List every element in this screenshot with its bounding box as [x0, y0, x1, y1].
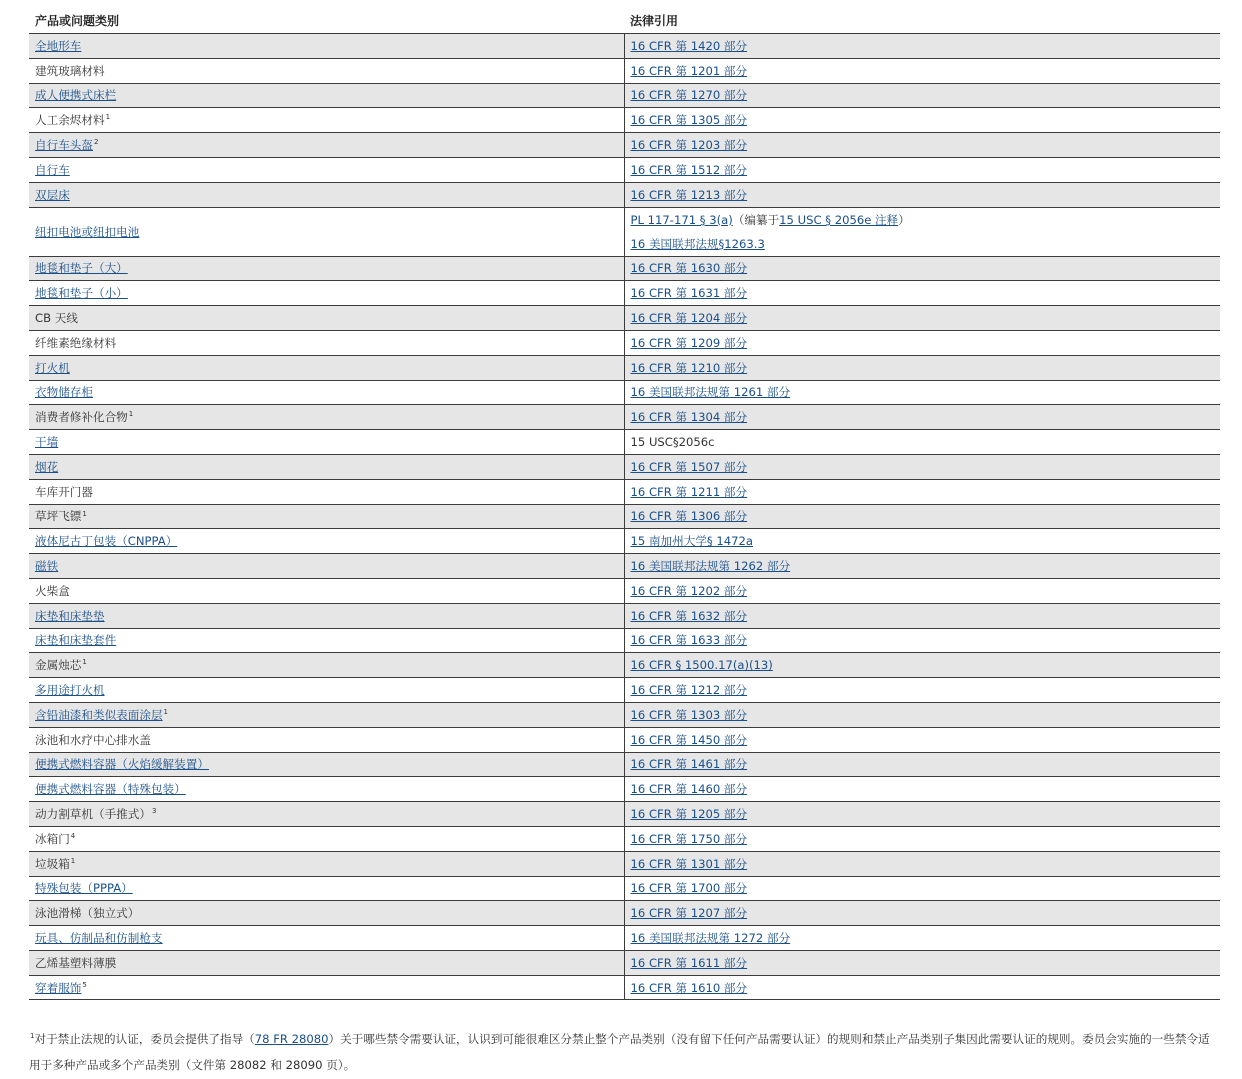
citation-line — [631, 807, 748, 821]
table-row — [29, 182, 1220, 207]
citation-link[interactable]: PL 117-171 § 3(a) — [630, 212, 733, 227]
citation-table — [29, 8, 1220, 1000]
table-row — [29, 702, 1220, 727]
table-row — [29, 355, 1220, 380]
citation-line — [631, 163, 748, 177]
footnote-ref: 4 — [70, 831, 76, 840]
citation-cell — [624, 330, 1220, 355]
citation-line — [631, 683, 748, 697]
table-header-row — [29, 8, 1220, 34]
table-row — [29, 58, 1220, 83]
citation-cell — [624, 727, 1220, 752]
citation-cell — [624, 133, 1220, 158]
citation-link: 15 USC§2056c — [630, 435, 715, 450]
category-text: 火柴盒 — [35, 583, 70, 598]
category-link[interactable]: 便携式燃料容器（特殊包装） — [35, 782, 186, 797]
category-cell — [29, 330, 624, 355]
footnote-ref: 1 — [70, 856, 76, 865]
table-row — [29, 653, 1220, 678]
category-link[interactable]: 床垫和床垫套件 — [35, 633, 117, 648]
category-text: 草坪飞镖 — [35, 509, 82, 524]
citation-cell — [624, 876, 1220, 901]
footnote-ref: 3 — [151, 807, 157, 816]
category-cell — [29, 256, 624, 281]
citation-link[interactable]: 16 CFR 第 1210 部分 — [630, 360, 748, 375]
table-row — [29, 554, 1220, 579]
category-link[interactable]: 穿着服饰 — [35, 980, 82, 995]
table-row — [29, 34, 1220, 59]
category-cell — [29, 777, 624, 802]
category-cell — [29, 306, 624, 331]
category-text: 金属烛芯 — [35, 658, 82, 673]
header-citation: 法律引用 — [624, 8, 1220, 34]
citation-cell — [624, 454, 1220, 479]
citation-table-wrapper — [29, 8, 1220, 1000]
citation-cell — [624, 504, 1220, 529]
table-row — [29, 330, 1220, 355]
table-row — [29, 777, 1220, 802]
category-link[interactable]: 打火机 — [35, 360, 70, 375]
table-row — [29, 133, 1220, 158]
citation-line — [631, 857, 748, 871]
category-link[interactable]: 便携式燃料容器（火焰缓解装置） — [35, 757, 209, 772]
citation-cell — [624, 578, 1220, 603]
category-cell — [29, 83, 624, 108]
citation-line — [631, 336, 748, 350]
category-link[interactable]: 纽扣电池或纽扣电池 — [35, 224, 140, 239]
citation-link[interactable]: 16 CFR 第 1306 部分 — [630, 509, 748, 524]
citation-cell — [624, 529, 1220, 554]
citation-line — [631, 534, 754, 548]
citation-link[interactable]: 16 CFR 第 1212 部分 — [630, 683, 748, 698]
citation-link[interactable]: 16 CFR 第 1213 部分 — [630, 187, 748, 202]
citation-cell — [624, 752, 1220, 777]
footnote-ref: 1 — [82, 658, 87, 667]
table-row — [29, 926, 1220, 951]
category-link[interactable]: 烟花 — [35, 459, 59, 474]
table-row — [29, 504, 1220, 529]
citation-link[interactable]: 16 CFR 第 1203 部分 — [630, 138, 748, 153]
citation-link[interactable]: 16 CFR 第 1205 部分 — [630, 807, 748, 821]
citation-line — [631, 385, 791, 399]
category-link[interactable]: 自行车头盔 — [35, 138, 93, 153]
table-row — [29, 628, 1220, 653]
category-cell — [29, 504, 624, 529]
category-text: 车库开门器 — [35, 484, 93, 499]
footnote-fr-link[interactable]: 78 FR 28080 — [254, 1032, 329, 1046]
citation-link[interactable]: 15 南加州大学§ 1472a — [630, 534, 753, 549]
footnote-ref: 2 — [93, 138, 99, 147]
category-text: 泳池和水疗中心排水盖 — [35, 732, 151, 747]
citation-cell — [624, 58, 1220, 83]
category-link[interactable]: 地毯和垫子（大） — [35, 261, 128, 276]
citation-line — [631, 261, 748, 275]
category-text: 建筑玻璃材料 — [35, 63, 105, 78]
category-cell — [29, 901, 624, 926]
category-link[interactable]: 液体尼古丁包装（CNPPA） — [35, 534, 178, 549]
category-text: 垃圾箱 — [35, 856, 70, 871]
citation-cell — [624, 603, 1220, 628]
citation-line — [631, 931, 791, 945]
citation-cell — [624, 628, 1220, 653]
citation-line — [631, 460, 748, 474]
citation-link[interactable]: 16 CFR 第 1611 部分 — [630, 955, 748, 970]
citation-line — [631, 584, 748, 598]
category-link[interactable]: 特殊包装（PPPA） — [35, 881, 133, 896]
citation-line — [631, 138, 748, 152]
citation-cell — [624, 430, 1220, 455]
table-row — [29, 876, 1220, 901]
citation-line — [631, 88, 748, 102]
citation-cell — [624, 926, 1220, 951]
header-category: 产品或问题类别 — [29, 8, 624, 34]
table-row — [29, 901, 1220, 926]
category-cell — [29, 58, 624, 83]
table-row — [29, 405, 1220, 430]
citation-line — [631, 559, 791, 573]
citation-cell — [624, 653, 1220, 678]
citation-link[interactable]: 16 CFR 第 1270 部分 — [630, 88, 748, 103]
citation-line — [631, 782, 748, 796]
category-cell — [29, 157, 624, 182]
citation-line — [631, 956, 748, 970]
table-row — [29, 727, 1220, 752]
citation-line — [631, 609, 748, 623]
category-cell — [29, 405, 624, 430]
citation-cell — [624, 826, 1220, 851]
citation-link[interactable]: 16 美国联邦法规第 1272 部分 — [630, 930, 791, 945]
table-body — [29, 34, 1220, 1000]
category-cell — [29, 727, 624, 752]
category-cell — [29, 133, 624, 158]
table-row — [29, 256, 1220, 281]
citation-line — [631, 435, 715, 449]
table-row — [29, 83, 1220, 108]
citation-cell — [624, 901, 1220, 926]
table-row — [29, 603, 1220, 628]
citation-line — [631, 208, 1215, 232]
category-link[interactable]: 双层床 — [35, 187, 70, 202]
citation-link[interactable]: 16 CFR 第 1700 部分 — [630, 881, 748, 896]
citation-line — [631, 410, 748, 424]
citation-line — [631, 832, 748, 846]
citation-link[interactable]: 16 CFR 第 1460 部分 — [630, 782, 748, 797]
citation-link[interactable]: 16 CFR 第 1204 部分 — [630, 311, 748, 326]
citation-cell — [624, 306, 1220, 331]
category-text: CB 天线 — [35, 311, 78, 326]
citation-line — [631, 906, 748, 920]
citation-line — [631, 188, 748, 202]
category-cell — [29, 653, 624, 678]
citation-cell — [624, 34, 1220, 59]
category-link[interactable]: 全地形车 — [35, 38, 82, 53]
category-cell — [29, 678, 624, 703]
category-link[interactable]: 床垫和床垫垫 — [35, 608, 105, 623]
category-link[interactable]: 玩具、仿制品和仿制枪支 — [35, 930, 163, 945]
citation-cell — [624, 554, 1220, 579]
category-cell — [29, 529, 624, 554]
citation-link[interactable]: 16 CFR 第 1632 部分 — [630, 608, 748, 623]
citation-line — [631, 361, 748, 375]
category-cell — [29, 702, 624, 727]
citation-link[interactable]: 16 CFR 第 1301 部分 — [630, 856, 748, 871]
citation-link[interactable]: 16 CFR 第 1303 部分 — [630, 707, 748, 722]
citation-cell — [624, 678, 1220, 703]
citation-cell — [624, 83, 1220, 108]
citation-line — [631, 39, 748, 53]
category-cell — [29, 430, 624, 455]
table-row — [29, 380, 1220, 405]
table-row — [29, 851, 1220, 876]
category-text: 冰箱门 — [35, 831, 70, 846]
category-cell — [29, 975, 624, 1000]
citation-line — [631, 658, 773, 672]
footnote-ref: 1 — [82, 509, 87, 518]
table-row — [29, 479, 1220, 504]
citation-usc-link[interactable]: 15 USC § 2056e 注释 — [779, 212, 899, 227]
citation-cell — [624, 950, 1220, 975]
citation-line — [631, 64, 748, 78]
citation-cell — [624, 405, 1220, 430]
category-cell — [29, 826, 624, 851]
citation-link[interactable]: 16 CFR 第 1461 部分 — [630, 757, 748, 772]
category-link[interactable]: 含铅油漆和类似表面涂层 — [35, 707, 163, 722]
category-cell — [29, 207, 624, 256]
footnote-ref: 1 — [128, 410, 134, 419]
citation-line — [631, 881, 748, 895]
citation-link[interactable]: 16 CFR 第 1630 部分 — [630, 261, 748, 276]
table-row — [29, 975, 1220, 1000]
citation-link[interactable]: 16 CFR § 1500.17(a)(13) — [630, 658, 773, 673]
category-text: 动力割草机（手推式） — [35, 807, 151, 821]
table-row — [29, 578, 1220, 603]
citation-cell — [624, 975, 1220, 1000]
table-row — [29, 529, 1220, 554]
citation-line — [631, 311, 748, 325]
citation-link[interactable]: 16 CFR 第 1507 部分 — [630, 459, 748, 474]
citation-cell — [624, 355, 1220, 380]
footnote — [29, 1026, 1220, 1078]
category-cell — [29, 479, 624, 504]
citation-link[interactable]: 16 CFR 第 1631 部分 — [630, 286, 748, 301]
table-row — [29, 752, 1220, 777]
table-row — [29, 207, 1220, 256]
table-row — [29, 281, 1220, 306]
citation-cell — [624, 802, 1220, 827]
table-row — [29, 454, 1220, 479]
citation-link[interactable]: 16 CFR 第 1610 部分 — [630, 980, 748, 995]
citation-link[interactable]: 16 CFR 第 1207 部分 — [630, 906, 748, 921]
citation-cell — [624, 256, 1220, 281]
citation-cell — [624, 479, 1220, 504]
category-link[interactable]: 干墙 — [35, 435, 59, 450]
category-cell — [29, 380, 624, 405]
table-row — [29, 108, 1220, 133]
citation-link[interactable]: 16 美国联邦法规第 1262 部分 — [630, 559, 791, 574]
footnote-marker: 1 — [30, 1032, 35, 1041]
table-row — [29, 950, 1220, 975]
category-cell — [29, 950, 624, 975]
citation-link[interactable]: 16 CFR 第 1209 部分 — [630, 335, 748, 350]
category-cell — [29, 752, 624, 777]
table-row — [29, 802, 1220, 827]
citation-cell — [624, 207, 1220, 256]
category-link[interactable]: 地毯和垫子（小） — [35, 286, 128, 301]
category-cell — [29, 628, 624, 653]
citation-line — [631, 708, 748, 722]
citation-link[interactable]: 16 CFR 第 1750 部分 — [630, 831, 748, 846]
category-cell — [29, 182, 624, 207]
citation-link[interactable]: 16 CFR 第 1633 部分 — [630, 633, 748, 648]
footnote-text-a: 对于禁止法规的认证，委员会提供了指导（ — [34, 1032, 255, 1046]
citation-link[interactable]: 16 CFR 第 1450 部分 — [630, 732, 748, 747]
category-text: 乙烯基塑料薄膜 — [35, 955, 117, 970]
category-cell — [29, 603, 624, 628]
category-cell — [29, 926, 624, 951]
category-cell — [29, 281, 624, 306]
category-link[interactable]: 衣物储存柜 — [35, 385, 93, 400]
citation-cell — [624, 108, 1220, 133]
citation-line — [631, 733, 748, 747]
citation-line — [631, 981, 748, 995]
category-cell — [29, 802, 624, 827]
citation-cell — [624, 851, 1220, 876]
citation-line — [631, 633, 748, 647]
citation-cell — [624, 281, 1220, 306]
citation-line — [631, 757, 748, 771]
category-link[interactable]: 成人便携式床栏 — [35, 88, 117, 103]
category-link[interactable]: 自行车 — [35, 162, 70, 177]
citation-link[interactable]: 16 CFR 第 1304 部分 — [630, 410, 748, 425]
category-cell — [29, 454, 624, 479]
citation-line — [631, 113, 748, 127]
citation-line — [631, 509, 748, 523]
table-row — [29, 430, 1220, 455]
citation-cell — [624, 702, 1220, 727]
citation-link[interactable]: 16 CFR 第 1512 部分 — [630, 162, 748, 177]
category-cell — [29, 876, 624, 901]
citation-line — [631, 232, 1215, 256]
citation-note-text: （编纂于 — [732, 212, 780, 227]
category-cell — [29, 355, 624, 380]
citation-link[interactable]: 16 美国联邦法规§1263.3 — [630, 236, 765, 251]
citation-link[interactable]: 16 CFR 第 1420 部分 — [630, 38, 748, 53]
citation-cell — [624, 157, 1220, 182]
citation-line — [631, 286, 748, 300]
footnote-ref: 5 — [82, 980, 87, 989]
citation-cell — [624, 182, 1220, 207]
category-text: 人工余烬材料 — [35, 113, 105, 128]
category-cell — [29, 554, 624, 579]
category-cell — [29, 578, 624, 603]
category-text: 消费者修补化合物 — [35, 410, 128, 425]
citation-line — [631, 485, 748, 499]
footnote-ref: 1 — [105, 113, 111, 122]
category-text: 泳池滑梯（独立式） — [35, 906, 140, 921]
citation-link[interactable]: 16 CFR 第 1201 部分 — [630, 63, 748, 78]
citation-link[interactable]: 16 美国联邦法规第 1261 部分 — [630, 385, 791, 400]
citation-cell — [624, 777, 1220, 802]
citation-link[interactable]: 16 CFR 第 1211 部分 — [630, 484, 748, 499]
table-row — [29, 826, 1220, 851]
citation-link[interactable]: 16 CFR 第 1202 部分 — [630, 583, 748, 598]
category-text: 纤维素绝缘材料 — [35, 335, 117, 350]
citation-note-close: ） — [898, 212, 910, 227]
citation-cell — [624, 380, 1220, 405]
footnote-ref: 1 — [163, 707, 169, 716]
table-row — [29, 157, 1220, 182]
category-cell — [29, 108, 624, 133]
category-link[interactable]: 磁铁 — [35, 559, 59, 574]
table-row — [29, 678, 1220, 703]
category-cell — [29, 851, 624, 876]
category-link[interactable]: 多用途打火机 — [35, 683, 105, 698]
category-cell — [29, 34, 624, 59]
table-row — [29, 306, 1220, 331]
footnote-text-b: ）关于哪些禁令需要认证，认识到可能很难区分禁止整个产品类别（没有留下任何产品需要认证）的规则和禁止产品类别子集因此需要认证的规则。委员会实施的一些禁令适用于多种产品或多个产品类别（文件第 28082 和 28090 页）。 — [29, 1032, 1210, 1072]
citation-link[interactable]: 16 CFR 第 1305 部分 — [630, 113, 748, 128]
